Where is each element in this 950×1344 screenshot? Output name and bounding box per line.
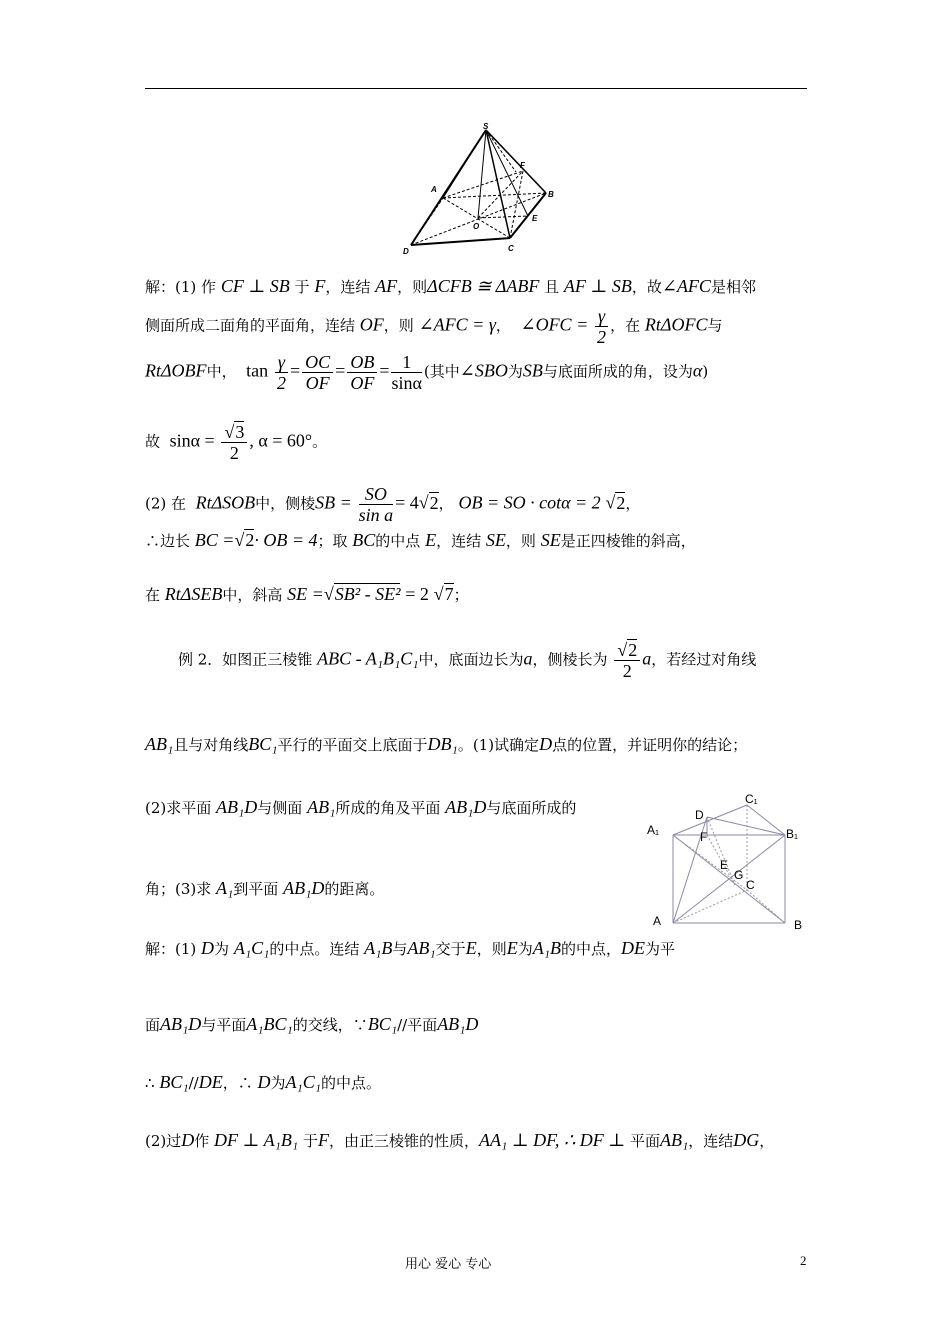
pyramid-figure xyxy=(398,120,563,260)
page-footer: 用心 爱心 专心 xyxy=(405,1257,492,1272)
example2-line-1: 例 2．如图正三棱锥 ABC - A₁B₁C₁中，底面边长为a，侧棱长为 $\frac{√2}{2}$ a，若经过对角线 xyxy=(178,640,757,681)
fig2-label-F: F xyxy=(700,830,708,844)
fig1-label-C: C xyxy=(508,244,514,253)
fig2-label-A: A xyxy=(653,914,662,928)
sol1-part2-line-3: 在 RtΔSEB中，斜高 SE =√SB² - SE² = 2 √7； xyxy=(145,584,469,604)
example2-line-4: 角；(3)求 A₁到平面 AB₁D的距离。 xyxy=(145,878,385,898)
fig1-label-D: D xyxy=(403,247,409,256)
fig1-label-S: S xyxy=(483,122,489,131)
fig1-label-F: F xyxy=(520,161,525,170)
sol1-line-2: 侧面所成二面角的平面角，连结 OF，则 ∠AFC = γ， ∠OFC = $\frac{\gamma}{2}$ ，在 RtΔOFC与 xyxy=(145,306,723,347)
page-number: 2 xyxy=(800,1253,807,1268)
fig1-label-A: A xyxy=(431,185,437,194)
fig2-label-C: C xyxy=(746,878,755,892)
sol2-line-4: (2)过D作 DF ⊥ A₁B₁ 于F，由正三棱锥的性质，AA₁ ⊥ DF, ∴ DF ⊥ 平面AB₁，连结DG， xyxy=(145,1130,775,1150)
example2-line-3: (2)求平面 AB₁D与侧面 AB₁所成的角及平面 AB₁D与底面所成的 xyxy=(145,797,577,817)
fig1-label-O: O xyxy=(473,222,480,231)
sol1-line-1: 解：(1) 作 CF ⊥ SB 于 F，连结 AF，则ΔCFB ≅ ΔABF 且 AF ⊥ SB，故∠AFC是相邻 xyxy=(145,276,756,296)
sol1-line-3: RtΔOBF中， tan $\frac{\gamma}{2}$ = $\frac{OC}{OF}$ = $\frac{OB}{OF}$ = $\frac{1}{\sin\alpha}$ (其中∠SBO为SB与底面所成的角，设为α) xyxy=(145,352,709,393)
fig1-label-E: E xyxy=(532,214,538,223)
sol2-line-1: 解：(1) D为 A₁C₁的中点。连结 A₁B与AB₁交于E，则E为A₁B的中点，DE为平 xyxy=(145,938,675,958)
fig1-label-B: B xyxy=(548,190,554,199)
sol1-part2-line-2: ∴边长 BC =√2· OB = 4；取 BC的中点 E，连结 SE，则 SE是正四棱锥的斜高， xyxy=(145,530,696,550)
sol2-line-3: ∴ BC₁//DE，∴ D为A₁C₁的中点。 xyxy=(145,1072,382,1092)
prism-figure xyxy=(645,790,815,940)
fig2-label-E: E xyxy=(720,858,729,872)
fig2-label-B: B xyxy=(794,918,803,932)
fig2-label-G: G xyxy=(734,868,744,882)
sol1-part2-line-1: (2) 在 RtΔSOB中，侧棱SB = $\frac{SO}{\text{sin a}}$ = 4√2， OB = SO · cotα = 2 √2， xyxy=(145,484,641,525)
fig2-label-A1: A₁ xyxy=(647,823,660,837)
fig2-label-B1: B₁ xyxy=(786,827,799,841)
header-rule xyxy=(145,88,807,89)
sol1-line-4: 故 sinα = $\frac{√3}{2}$ , α = 60°。 xyxy=(145,422,328,463)
fig2-label-C1: C₁ xyxy=(745,792,758,806)
example2-line-2: AB₁且与对角线BC₁平行的平面交上底面于DB₁。(1)试确定D点的位置，并证明你的结论； xyxy=(145,734,748,754)
fig2-label-D: D xyxy=(695,808,704,822)
gamma-over-2: $\frac{\gamma}{2}$ xyxy=(595,306,608,347)
sol2-line-2: 面AB₁D与平面A₁BC₁的交线，∵BC₁//平面AB₁D xyxy=(145,1014,479,1034)
